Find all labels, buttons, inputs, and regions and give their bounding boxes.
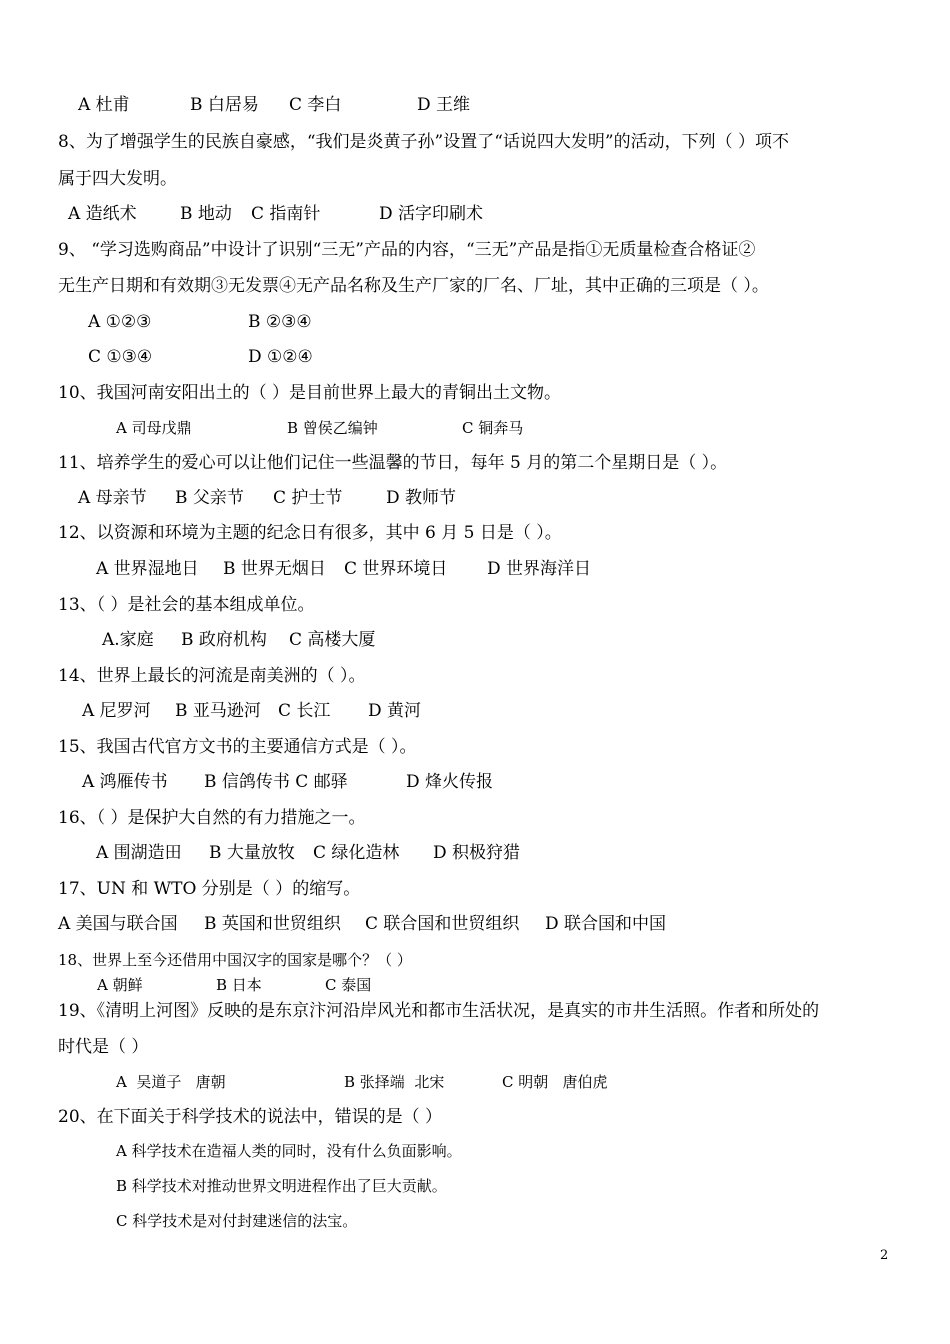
q20-option-c: C 科学技术是对付封建迷信的法宝。: [116, 1212, 358, 1230]
q14-option-b: B 亚马逊河: [175, 701, 261, 721]
q7-option-a: A 杜甫: [78, 95, 130, 115]
q13-option-b: B 政府机构: [181, 630, 267, 650]
q11-option-d: D 教师节: [386, 488, 457, 508]
q18-option-b: B 日本: [216, 976, 262, 994]
q10-option-a: A 司母戊鼎: [116, 419, 192, 437]
q14-option-d: D 黄河: [368, 701, 422, 721]
q8-option-a: A 造纸术: [68, 204, 137, 224]
q13-option-c: C 高楼大厦: [289, 630, 376, 650]
q7-option-c: C 李白: [289, 95, 342, 115]
q18-text: 18、世界上至今还借用中国汉字的国家是哪个？（ ）: [58, 951, 412, 969]
q7-option-b: B 白居易: [190, 95, 259, 115]
q12-text: 12、以资源和环境为主题的纪念日有很多，其中 6 月 5 日是（ ）。: [58, 523, 562, 543]
q14-option-c: C 长江: [278, 701, 331, 721]
q20-text: 20、在下面关于科学技术的说法中，错误的是（ ）: [58, 1107, 443, 1127]
q16-option-d: D 积极狩猎: [433, 843, 521, 863]
q15-option-b: B 信鸽传书 C 邮驿: [204, 772, 348, 792]
q17-option-c: C 联合国和世贸组织: [365, 914, 520, 934]
q12-option-a: A 世界湿地日: [96, 559, 199, 579]
q14-text: 14、世界上最长的河流是南美洲的（ ）。: [58, 666, 366, 686]
q12-option-d: D 世界海洋日: [487, 559, 592, 579]
q9-option-d: D ①②④: [248, 347, 313, 367]
q19-option-c: C 明朝 唐伯虎: [502, 1073, 608, 1091]
q12-option-c: C 世界环境日: [344, 559, 448, 579]
q11-text: 11、培养学生的爱心可以让他们记住一些温馨的节日，每年 5 月的第二个星期日是（ ）。: [58, 453, 728, 473]
q13-option-a: A.家庭: [102, 630, 154, 650]
q9-option-a: A ①②③: [88, 312, 152, 332]
q19-text-line1: 19、《清明上河图》反映的是东京汴河沿岸风光和都市生活状况，是真实的市井生活照。作者和所处的: [58, 1001, 820, 1021]
q20-option-b: B 科学技术对推动世界文明进程作出了巨大贡献。: [116, 1177, 447, 1195]
q9-option-b: B ②③④: [248, 312, 312, 332]
page-number: 2: [880, 1248, 889, 1263]
q16-option-b: B 大量放牧: [209, 843, 295, 863]
q15-option-d: D 烽火传报: [406, 772, 494, 792]
q9-option-c: C ①③④: [88, 347, 153, 367]
q18-option-a: A 朝鲜: [97, 976, 143, 994]
q15-text: 15、我国古代官方文书的主要通信方式是（ ）。: [58, 737, 417, 757]
q11-option-a: A 母亲节: [78, 488, 147, 508]
q19-option-a: A 吴道子 唐朝: [116, 1073, 226, 1091]
q8-text-line1: 8、为了增强学生的民族自豪感，“我们是炎黄子孙”设置了“话说四大发明”的活动，下列（ ）项不: [58, 132, 789, 152]
q17-option-b: B 英国和世贸组织: [204, 914, 341, 934]
q8-option-c: C 指南针: [251, 204, 321, 224]
q17-text: 17、UN 和 WTO 分别是（ ）的缩写。: [58, 879, 361, 899]
q8-option-d: D 活字印刷术: [379, 204, 484, 224]
q20-option-a: A 科学技术在造福人类的同时，没有什么负面影响。: [116, 1142, 462, 1160]
q8-option-b: B 地动: [180, 204, 232, 224]
q9-text-line2: 无生产日期和有效期③无发票④无产品名称及生产厂家的厂名、厂址，其中正确的三项是（ ）。: [58, 276, 769, 296]
q16-text: 16、（ ）是保护大自然的有力措施之一。: [58, 808, 366, 828]
q16-option-a: A 围湖造田: [96, 843, 182, 863]
q19-option-b: B 张择端 北宋: [344, 1073, 445, 1091]
q19-text-line2: 时代是（ ）: [58, 1037, 149, 1057]
q11-option-b: B 父亲节: [175, 488, 244, 508]
q17-option-a: A 美国与联合国: [58, 914, 178, 934]
q17-option-d: D 联合国和中国: [545, 914, 667, 934]
q14-option-a: A 尼罗河: [82, 701, 151, 721]
q10-option-b: B 曾侯乙编钟: [287, 419, 378, 437]
q9-text-line1: 9、 “学习选购商品”中设计了识别“三无”产品的内容，“三无”产品是指①无质量检查合格证②: [58, 240, 756, 260]
q13-text: 13、（ ）是社会的基本组成单位。: [58, 595, 315, 615]
q15-option-a: A 鸿雁传书: [82, 772, 168, 792]
q10-text: 10、我国河南安阳出土的（ ）是目前世界上最大的青铜出土文物。: [58, 383, 562, 403]
q18-option-c: C 泰国: [325, 976, 372, 994]
q16-option-c: C 绿化造林: [313, 843, 400, 863]
q8-text-line2: 属于四大发明。: [58, 169, 177, 189]
q12-option-b: B 世界无烟日: [223, 559, 326, 579]
q10-option-c: C 铜奔马: [462, 419, 524, 437]
q7-option-d: D 王维: [417, 95, 471, 115]
q11-option-c: C 护士节: [273, 488, 343, 508]
